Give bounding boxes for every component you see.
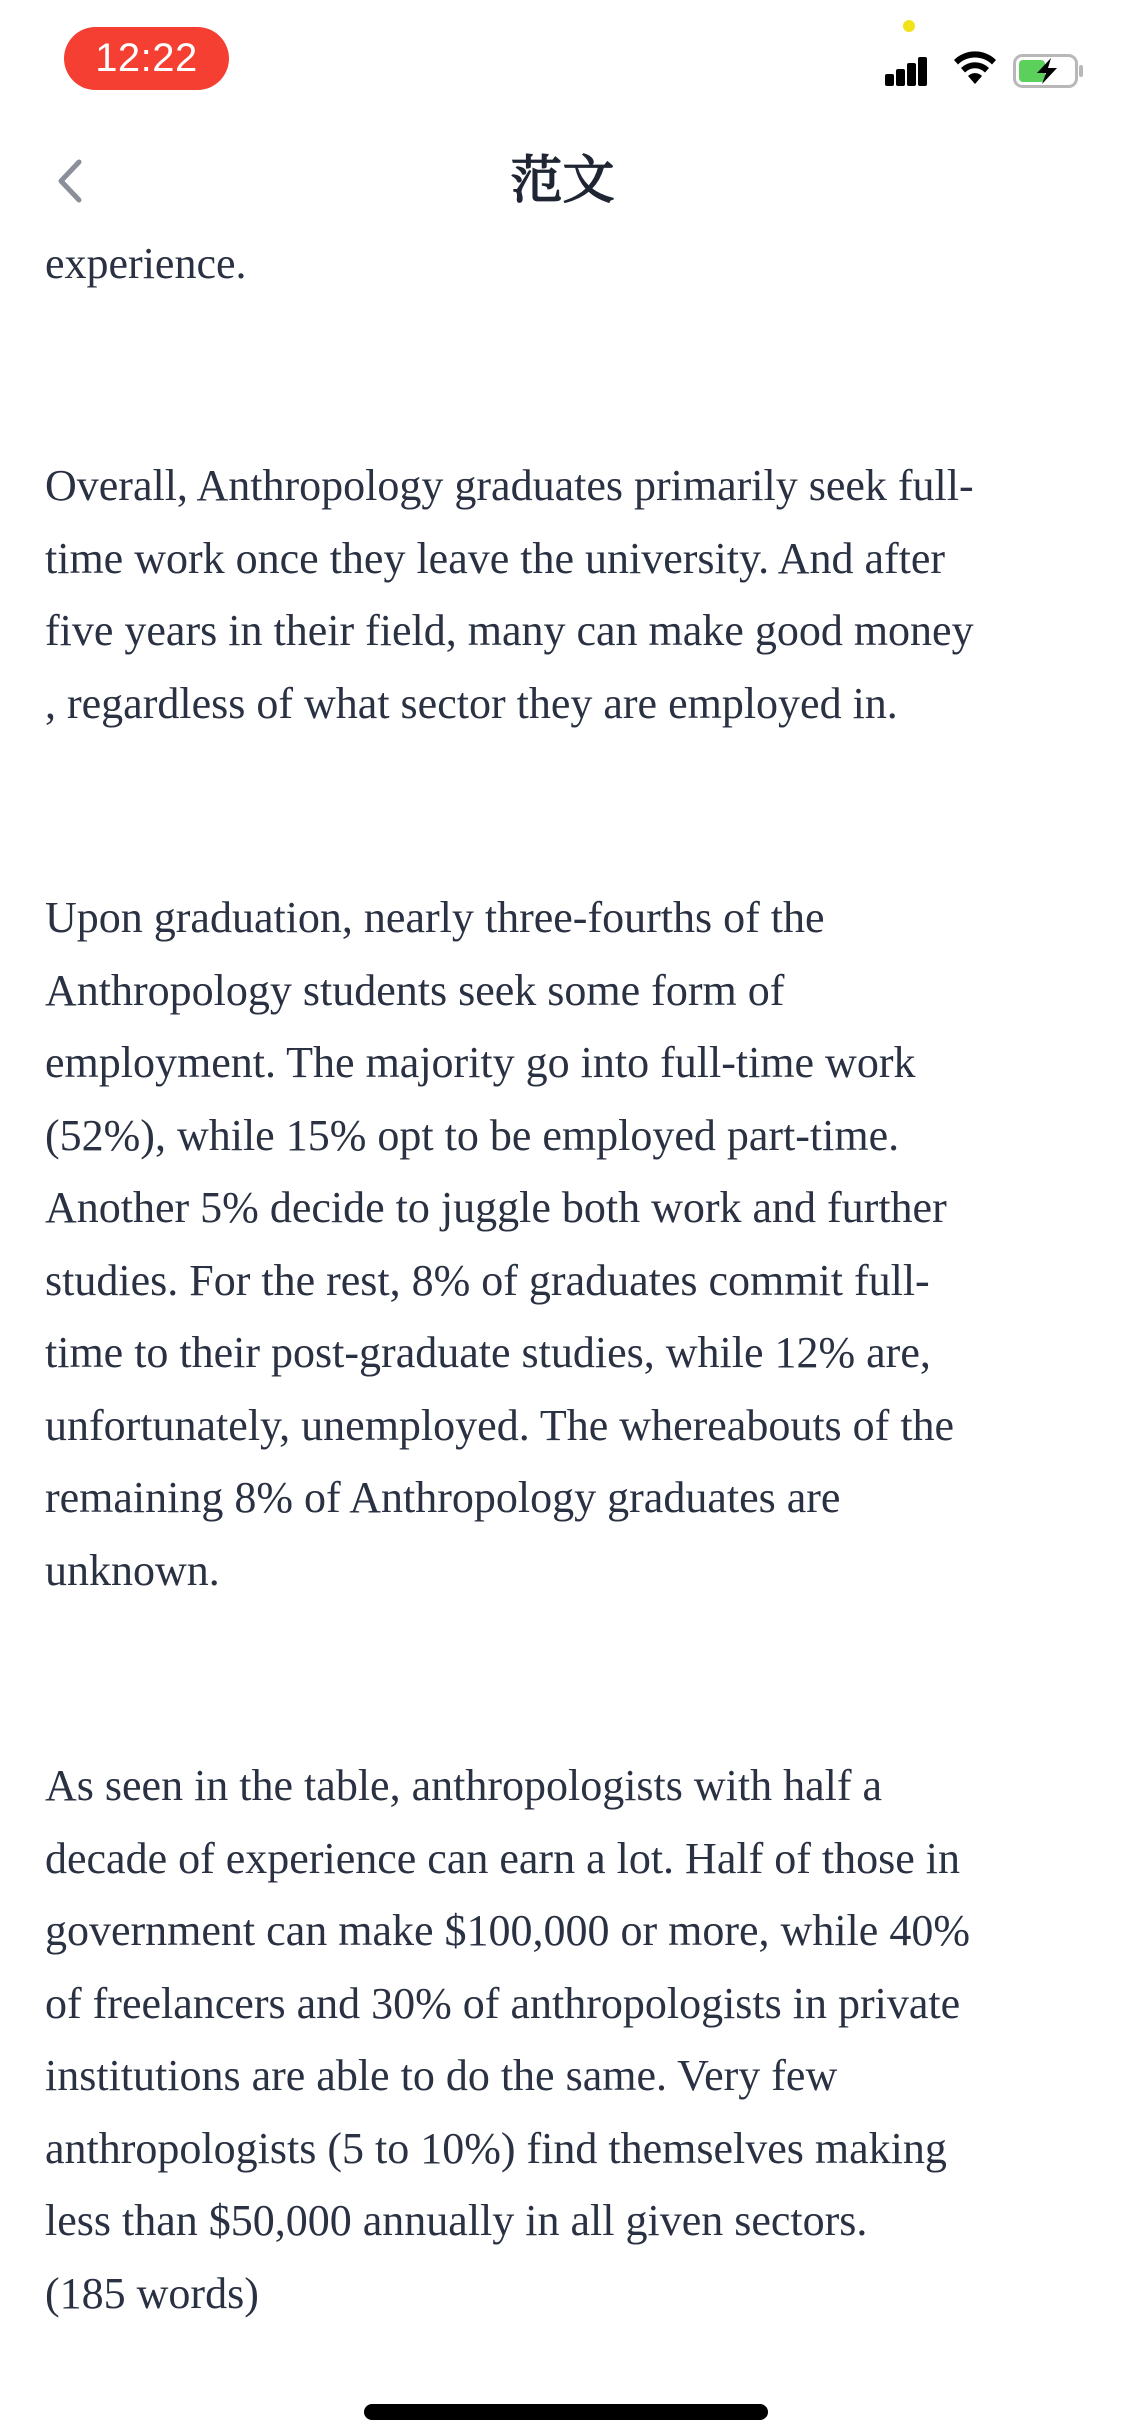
status-bar: [0, 0, 1125, 132]
privacy-indicator-dot: [903, 20, 915, 32]
paragraph-line: studies. For the rest, 8% of graduates commit full-: [45, 1255, 930, 1305]
wifi-icon: [952, 50, 998, 86]
paragraph-line: anthropologists (5 to 10%) find themselves making: [45, 2123, 947, 2173]
status-time[interactable]: 12:22: [64, 27, 229, 90]
paragraph-line: remaining 8% of Anthropology graduates are: [45, 1473, 841, 1522]
paragraph-line: Another 5% decide to juggle both work and further: [45, 1183, 947, 1232]
paragraph-salary: [45, 1750, 1085, 2258]
navigation-bar: [0, 132, 1125, 242]
paragraph-line: less than $50,000 annually in all given sectors.: [45, 2196, 868, 2245]
word-count-text: (185 words): [45, 2269, 259, 2318]
home-indicator[interactable]: [364, 2404, 768, 2420]
paragraph-line: five years in their field, many can make good money: [45, 606, 974, 655]
partial-top-line: experience.: [45, 240, 247, 288]
paragraph-line: government can make $100,000 or more, while 40%: [45, 1906, 970, 1955]
page-title: 范文: [510, 151, 615, 211]
paragraph-line: unknown.: [45, 1545, 220, 1595]
cellular-signal-icon: [885, 56, 925, 86]
paragraph-line: time work once they leave the university. And after: [45, 533, 946, 583]
paragraph-employment: [45, 882, 1085, 1607]
paragraph-line: of freelancers and 30% of anthropologists in private: [45, 1978, 961, 2028]
word-count: [45, 2258, 1085, 2331]
paragraph-line: institutions are able to do the same. Very few: [45, 2051, 838, 2100]
paragraph-line: employment. The majority go into full-time work: [45, 1038, 916, 1087]
paragraph-line: , regardless of what sector they are employed in.: [45, 678, 898, 728]
paragraph-line: time to their post-graduate studies, while 12% are,: [45, 1328, 931, 1377]
paragraph-line: As seen in the table, anthropologists with half a: [45, 1761, 883, 1810]
paragraph-line: unfortunately, unemployed. The whereabouts of the: [45, 1400, 955, 1450]
paragraph-line: Upon graduation, nearly three-fourths of the: [45, 893, 825, 942]
paragraph-line: Overall, Anthropology graduates primarily seek full-: [45, 461, 974, 510]
paragraph-line: Anthropology students seek some form of: [45, 965, 785, 1015]
paragraph-line: decade of experience can earn a lot. Half of those in: [45, 1833, 960, 1883]
essay-content[interactable]: [45, 240, 1085, 2380]
paragraph-overall: [45, 450, 1085, 740]
paragraph-line: (52%), while 15% opt to be employed part-time.: [45, 1110, 900, 1160]
battery-charging-icon: [1013, 54, 1085, 88]
